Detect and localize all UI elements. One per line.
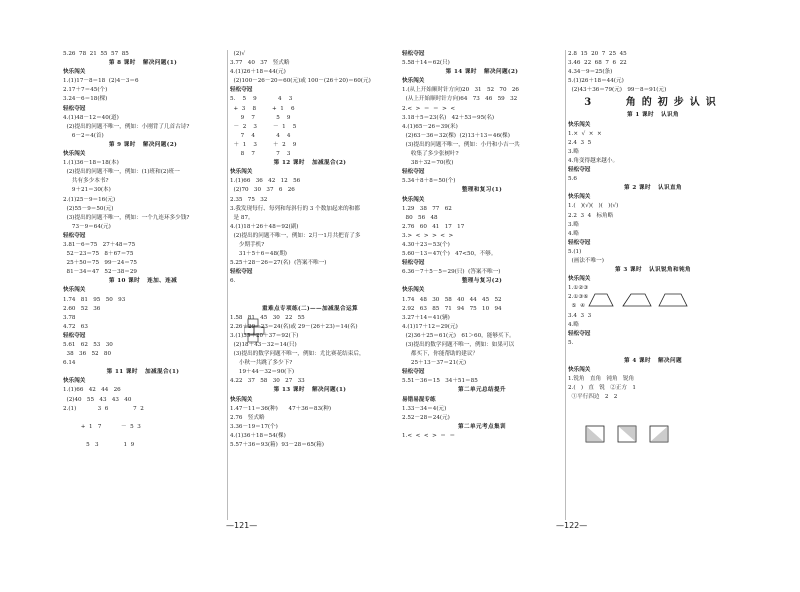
answer-line: 1.(1)66 42 44 26 bbox=[63, 387, 121, 394]
answer-line: (2)36＋25＝61(元) 61＞60，能够买下。 bbox=[402, 332, 515, 339]
lesson-heading: 第 4 课时 解决问题 bbox=[624, 358, 682, 364]
answer-line: 1.33－34＝4(元) bbox=[402, 405, 447, 412]
page-number-right: —122— bbox=[556, 521, 588, 530]
answer-line: 4.(1)17＋12＝29(元) bbox=[402, 323, 458, 330]
answer-column-2 bbox=[230, 50, 390, 450]
answer-line: 4.略 bbox=[568, 230, 579, 237]
answer-line: (2)提出的问题不唯一，例如：(1)班和(2)班一 bbox=[63, 169, 180, 176]
section-label: 快乐闯关 bbox=[568, 121, 591, 128]
answer-line: 1.(从上开始顺时针方向)20 31 52 70 26 bbox=[402, 87, 519, 94]
answer-line: 1.(1)66 36 42 12 56 bbox=[230, 178, 301, 185]
answer-line: 3.36－19＝17(个) bbox=[230, 423, 278, 430]
section-label: 快乐闯关 bbox=[568, 367, 591, 374]
answer-line: 4.(1)65－26＝39(米) bbox=[402, 123, 458, 130]
answer-line: 5. 5 9 4 3 bbox=[230, 96, 293, 103]
answer-line: 3.4 3 3 bbox=[568, 312, 592, 319]
section-label: 轻松夺冠 bbox=[568, 239, 591, 246]
answer-line: 38＋32＝70(枚) bbox=[402, 160, 454, 167]
answer-line: 5.57＋36＝93(箱) 93－28＝65(箱) bbox=[230, 442, 324, 449]
lesson-heading: 第 12 课时 加减混合(2) bbox=[273, 160, 347, 167]
answer-line: 4.(1)48－12＝40(道) bbox=[63, 114, 119, 121]
answer-line: 2.60 52 36 bbox=[63, 305, 101, 312]
answer-line: (3)提出的问题不唯一，例如：小丹和小吉一共 bbox=[402, 141, 520, 148]
section-label: 轻松夺冠 bbox=[230, 87, 253, 94]
section-label: 快乐闯关 bbox=[63, 287, 86, 294]
answer-column-4 bbox=[568, 50, 738, 402]
answer-line: 4.角变得越来越小。 bbox=[568, 157, 619, 164]
answer-line: 收集了多少张树叶? bbox=[402, 151, 459, 158]
answer-line: 2.①③⑥ bbox=[568, 294, 589, 301]
answer-line: 1.58 81 45 30 22 55 bbox=[230, 314, 305, 321]
answer-line: (3)提出的数学问题不唯一，例如：如果可以 bbox=[402, 342, 515, 348]
section-label: 轻松夺冠 bbox=[63, 232, 86, 239]
answer-line: 2.2 3 4 标角略 bbox=[568, 212, 614, 219]
answer-line: (3)提出的数学问题不唯一，例如：尤比赛花结束后， bbox=[230, 351, 365, 358]
answer-line: 80 56 48 bbox=[402, 214, 438, 221]
answer-line: (2)提出的问题不唯一，例如：2月一1月共把育了多 bbox=[230, 232, 361, 239]
lesson-heading: 整理和复习(1) bbox=[461, 187, 503, 194]
answer-line: 4.略 bbox=[568, 321, 579, 328]
answer-line: 2.(1) 3 6 7 2 bbox=[63, 405, 144, 412]
section-label: 快乐闯关 bbox=[63, 69, 86, 76]
answer-line: 1.× √ × × bbox=[568, 130, 602, 137]
answer-line: ＋ 1 3 ＋ 2 9 bbox=[230, 141, 297, 148]
section-label: 快乐闯关 bbox=[402, 287, 425, 294]
answer-line: 5.34＋8＋8＝50(个) bbox=[402, 178, 456, 185]
answer-line: 共有多少本书? bbox=[63, 178, 109, 185]
number-box-figure bbox=[244, 318, 274, 344]
answer-line: 6.14 bbox=[63, 360, 76, 367]
answer-line: 5.26 78 21 55 57 85 bbox=[63, 51, 129, 57]
answer-line: 4.22 37 58 30 27 33 bbox=[230, 378, 305, 385]
answer-line: 4.72 63 bbox=[63, 323, 88, 330]
answer-line: (画法不唯一) bbox=[568, 257, 604, 264]
answer-line: 25＋13－37＝21(元) bbox=[402, 360, 467, 367]
answer-line: 81－34＝47 52－38＝29 bbox=[63, 269, 137, 276]
column-divider bbox=[227, 50, 228, 520]
answer-line: 5. bbox=[568, 339, 574, 346]
answer-line: (2)100－26－20＝60(元)或 100－(26＋20)＝60(元) bbox=[230, 78, 371, 85]
answer-line: 5.60－13＝47(个) 47<50，不够。 bbox=[402, 251, 497, 258]
answer-line: (2)43＋36＝79(元) 99－8＝91(元) bbox=[568, 87, 667, 94]
section-label: 轻松夺冠 bbox=[402, 169, 425, 176]
answer-line: (2)55－9＝50(元) bbox=[63, 205, 114, 212]
answer-line: 2.8 15 20 7 25 45 bbox=[568, 51, 627, 57]
section-label: 快乐闯关 bbox=[63, 151, 86, 158]
answer-line: 3.46 22 68 7 6 22 bbox=[568, 60, 627, 67]
answer-line: 6. bbox=[230, 278, 236, 285]
answer-line: 5.58＋14＝62(只) bbox=[402, 60, 450, 67]
lesson-heading: 第二单元考点集训 bbox=[458, 423, 506, 430]
answer-line: 少期手机? bbox=[230, 241, 265, 248]
answer-line: 73－9＝64(元) bbox=[63, 223, 111, 230]
section-label: 快乐闯关 bbox=[63, 378, 86, 385]
answer-line: 6.36－7＋5－5＝29(只) (答案不唯一) bbox=[402, 269, 501, 276]
angle-square-figures bbox=[582, 424, 682, 444]
answer-line: (2)63－36＝32(棵) (2)13＋13＝46(棵) bbox=[402, 132, 510, 139]
lesson-heading: 重难点专项练(二)——加减混合运算 bbox=[262, 305, 358, 312]
answer-line: 9 7 5 9 bbox=[230, 114, 291, 121]
answer-line bbox=[568, 348, 738, 357]
answer-line: 1.(1)36－18＝18(本) bbox=[63, 160, 119, 167]
section-label: 轻松夺冠 bbox=[568, 330, 591, 337]
section-label: 轻松夺冠 bbox=[402, 51, 425, 57]
answer-line: 1.29 38 77 62 bbox=[402, 205, 452, 212]
answer-line: 2.17＋7＝45(个) bbox=[63, 87, 108, 94]
answer-line: (3)提出的问题不唯一，例如：一个九连环多少钱? bbox=[63, 214, 190, 221]
answer-line: (2)18＋43－32＝14(只) bbox=[230, 342, 297, 348]
lesson-heading: 第 9 课时 解决问题(2) bbox=[108, 141, 178, 148]
answer-line: 1.锐角 直角 钝角 锐角 bbox=[568, 376, 635, 383]
answer-line: 2.92 63 85 71 94 75 10 94 bbox=[402, 305, 502, 312]
answer-line: 38 36 52 80 bbox=[63, 351, 112, 358]
lesson-heading: 第 8 课时 解决问题(1) bbox=[108, 60, 178, 67]
answer-line: 1.①②③ bbox=[568, 285, 589, 292]
answer-column-3 bbox=[402, 50, 562, 441]
answer-line: 3.(1)35＋20＋37＝92(下) bbox=[230, 332, 299, 339]
answer-line: (2)40 55 43 43 40 bbox=[63, 396, 132, 403]
answer-line: 8 7 7 3 bbox=[230, 151, 291, 158]
answer-line: ①平行四边 2 2 bbox=[568, 394, 618, 401]
answer-line: 3.81－6＝75 27＋48＝75 bbox=[63, 241, 136, 248]
answer-line bbox=[230, 296, 390, 305]
answer-line: 2.76 竖式略 bbox=[230, 414, 265, 421]
section-label: 易错易混专练 bbox=[402, 396, 436, 403]
answer-line: 2.52－28＝24(元) bbox=[402, 414, 450, 421]
unit-title: 3 角的初步认识 bbox=[584, 97, 722, 109]
answer-line: ⑤ ④ bbox=[568, 303, 586, 310]
answer-line: 5.25＋28－26＝27(名) (答案不唯一) bbox=[230, 260, 327, 267]
answer-line: 1.74 81 95 50 93 bbox=[63, 296, 126, 303]
answer-line: 2.26＋29－23＝24(名)或 29－(26＋23)＝14(名) bbox=[230, 323, 358, 330]
answer-line: 3.77 40 37 竖式略 bbox=[230, 60, 290, 67]
section-label: 轻松夺冠 bbox=[63, 105, 86, 112]
answer-line: 31＋5＋6＝48(期) bbox=[230, 251, 287, 258]
answer-line: 3.18＋5＝23(名) 42＋53＝95(名) bbox=[402, 114, 495, 121]
answer-line: 2.4 3 5 bbox=[568, 139, 592, 146]
answer-line: 7 4 4 4 bbox=[230, 132, 291, 139]
answer-line: － 2 3 － 1 5 bbox=[230, 123, 297, 130]
answer-line: 19＋44－32＝90(下) bbox=[230, 369, 295, 376]
section-label: 轻松夺冠 bbox=[402, 369, 425, 376]
answer-line: 3.略 bbox=[568, 148, 579, 155]
answer-line: 5.51－36＝15 34＋51＝85 bbox=[402, 378, 478, 385]
answer-line: 5.(1) bbox=[568, 248, 582, 255]
answer-line: 3.> < > > < > bbox=[402, 232, 454, 239]
answer-line: 52－23＝75 8＋67＝75 bbox=[63, 251, 134, 258]
answer-line bbox=[230, 286, 390, 295]
answer-line: 4.(1)26＋18＝44(元) bbox=[230, 69, 286, 76]
answer-line: 都买下，你能帮助的建议？ bbox=[402, 351, 479, 358]
answer-line: 3.27＋14＝41(辆) bbox=[402, 314, 450, 321]
page-number-left: —121— bbox=[226, 521, 258, 530]
answer-line: 9＋21＝30(本) bbox=[63, 187, 111, 194]
answer-line: (2)70 30 37 6 26 bbox=[230, 187, 295, 194]
answer-line bbox=[63, 414, 223, 423]
lesson-heading: 第 14 课时 解决问题(2) bbox=[445, 69, 519, 76]
answer-line: 是 87。 bbox=[230, 214, 254, 221]
answer-line: 5.6 bbox=[568, 176, 577, 183]
answer-line: 5 3 1 9 bbox=[63, 442, 135, 449]
section-label: 轻松夺冠 bbox=[402, 260, 425, 267]
section-label: 快乐闯关 bbox=[402, 196, 425, 203]
answer-line: 1.( )(√)( )( )(√) bbox=[568, 203, 619, 210]
answer-line: + 1 7 － 5 3 bbox=[63, 423, 141, 430]
section-label: 轻松夺冠 bbox=[568, 167, 591, 174]
answer-line: 25＋50＝75 99－24＝75 bbox=[63, 260, 137, 267]
section-label: 轻松夺冠 bbox=[63, 332, 86, 339]
answer-line: 3.我发现每行、每列和每斜行的 3 个数加起来的和都 bbox=[230, 205, 360, 212]
lesson-heading: 第 1 课时 认识角 bbox=[627, 112, 679, 119]
answer-line: 小秋一共跳了多少下? bbox=[230, 360, 293, 367]
column-divider bbox=[565, 50, 566, 520]
answer-line: 2.< > ＝ ＝ > < bbox=[402, 105, 456, 112]
lesson-heading: 第 11 课时 加减混合(1) bbox=[106, 369, 180, 376]
answer-line: 4.(1)36＋18＝54(棵) bbox=[230, 432, 286, 439]
answer-line: 2.35 75 32 bbox=[230, 196, 268, 203]
answer-line: 1.47－11＝36(种) 47＋36＝83(种) bbox=[230, 405, 332, 412]
lesson-heading: 整理与复习(2) bbox=[461, 278, 503, 285]
answer-line: 6－2＝4(首) bbox=[63, 132, 104, 139]
answer-line: 1.(1)17－8＝18 (2)4－3＝6 bbox=[63, 78, 139, 85]
answer-line: 1.74 48 30 58 40 44 45 52 bbox=[402, 296, 502, 303]
answer-line: + 3 8 + 1 6 bbox=[230, 105, 295, 112]
lesson-heading: 第 3 课时 认识锐角和钝角 bbox=[615, 267, 691, 274]
lesson-heading: 第 2 课时 认识直角 bbox=[624, 185, 682, 192]
answer-line: 4.30＋23＝53(个) bbox=[402, 241, 450, 248]
section-label: 快乐闯关 bbox=[230, 396, 253, 403]
lesson-heading: 第 13 课时 解决问题(1) bbox=[273, 387, 347, 394]
answer-column-1 bbox=[63, 50, 223, 450]
answer-line: (2)√ bbox=[230, 51, 246, 57]
answer-line: 2.76 60 41 17 17 bbox=[402, 223, 465, 230]
lesson-heading: 第二单元总结提升 bbox=[458, 387, 506, 394]
answer-line: 2.(1)25－9＝16(元) bbox=[63, 196, 116, 203]
answer-line: 4.34－9＝25(条) bbox=[568, 69, 613, 76]
section-label: 快乐闯关 bbox=[402, 78, 425, 85]
answer-line: 4.(1)18＋26＋48＝92(副) bbox=[230, 223, 299, 230]
lesson-heading: 第 10 课时 连加、连减 bbox=[108, 278, 178, 285]
section-label: 轻松夺冠 bbox=[230, 269, 253, 276]
section-label: 快乐闯关 bbox=[230, 169, 253, 176]
trapezoid-figures bbox=[583, 292, 693, 308]
answer-line: 5.61 62 53 30 bbox=[63, 342, 113, 348]
answer-line: 3.78 bbox=[63, 314, 76, 321]
answer-line: 3.24－6＝18(棵) bbox=[63, 96, 108, 103]
answer-line: (从上开始顺时针方向)64 73 46 59 32 bbox=[402, 96, 518, 103]
answer-line: 1.< < < > ＝ ＝ bbox=[402, 432, 456, 439]
answer-line: 3.略 bbox=[568, 221, 579, 228]
section-label: 快乐闯关 bbox=[568, 194, 591, 201]
answer-line: 5.(1)26＋18＝44(元) bbox=[568, 78, 624, 85]
section-label: 快乐闯关 bbox=[568, 276, 591, 283]
answer-line: (2)提出的问题不唯一，例如：小刚背了几首古诗? bbox=[63, 123, 190, 130]
answer-line bbox=[63, 432, 223, 441]
answer-line: 2.( ) 直 锐 ②正方 1 bbox=[568, 385, 636, 392]
